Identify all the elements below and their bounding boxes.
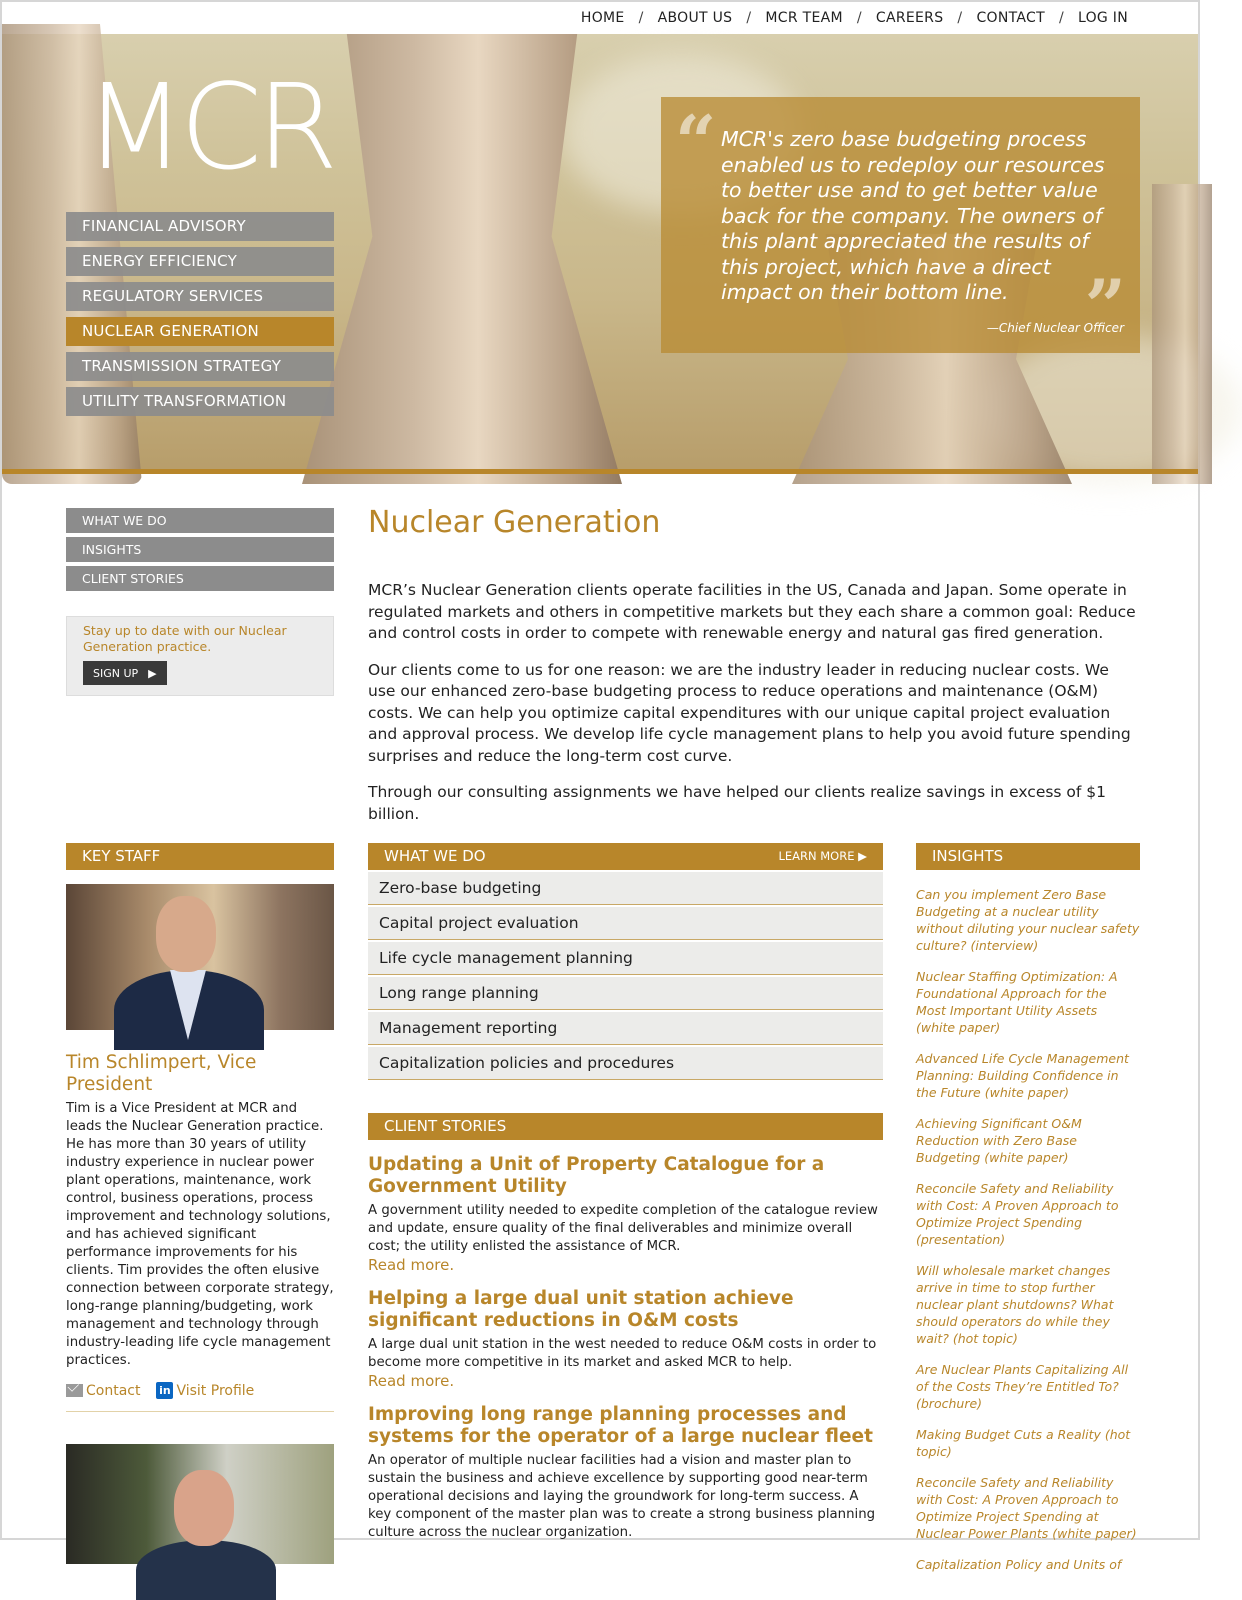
client-stories-section [368, 1113, 883, 1542]
visit-profile-link[interactable] [156, 1382, 254, 1399]
insight-link[interactable]: Will wholesale market changes arrive in time to stop further nuclear plant shutdowns? What should operators do while they wait? (hot topic) [916, 1263, 1114, 1346]
nav-separator: / [856, 10, 862, 26]
subnav-insights[interactable]: INSIGHTS [66, 537, 334, 562]
hero-banner [2, 34, 1198, 474]
practice-regulatory-services[interactable]: REGULATORY SERVICES [66, 282, 334, 311]
nav-mcr-team[interactable]: MCR TEAM [765, 10, 843, 26]
nav-separator: / [957, 10, 963, 26]
staff-name[interactable]: Tim Schlimpert, Vice President [66, 1052, 257, 1095]
staff-photo-head [156, 896, 216, 972]
cooling-tower-image [1152, 184, 1212, 484]
contact-link[interactable] [66, 1383, 140, 1399]
subnav-what-we-do[interactable]: WHAT WE DO [66, 508, 334, 533]
service-item[interactable]: Long range planning [368, 977, 883, 1011]
learn-more-label: LEARN MORE [778, 849, 855, 863]
service-item[interactable]: Capital project evaluation [368, 907, 883, 941]
insight-link[interactable]: Achieving Significant O&M Reduction with Zero Base Budgeting (white paper) [916, 1116, 1082, 1165]
play-arrow-icon: ▶ [148, 666, 157, 680]
envelope-icon [66, 1384, 83, 1397]
visit-profile-label: Visit Profile [176, 1382, 255, 1399]
intro-paragraph: Our clients come to us for one reason: we are the industry leader in reducing nuclear costs. We use our enhanced zero-base budgeting process to reduce operations and maintenance (O&M) costs. We can help you optimize capital expenditures with our unique capital project evaluation and approval process. We develop life cycle management plans to help you avoid future spending surprises and reduce the long-term cost curve. [368, 660, 1131, 765]
signup-button-label: SIGN UP [93, 666, 139, 680]
linkedin-icon: in [156, 1382, 173, 1399]
insight-link[interactable]: Reconcile Safety and Reliability with Cost: A Proven Approach to Optimize Project Spending at Nuclear Power Plants (white paper) [916, 1475, 1137, 1541]
what-we-do-section [368, 843, 883, 1080]
service-item[interactable]: Capitalization policies and procedures [368, 1047, 883, 1081]
read-more-link[interactable]: Read more. [368, 1372, 455, 1390]
quote-text: MCR's zero base budgeting process enabled us to redeploy our resources to better use and to get better value back for the company. The owners of this plant appreciated the results of this project, which have a direct impact on their bottom line. [721, 127, 1105, 304]
practice-energy-efficiency[interactable]: ENERGY EFFICIENCY [66, 247, 334, 276]
insights-header: INSIGHTS [916, 843, 1140, 870]
story-title[interactable]: Helping a large dual unit station achieve significant reductions in O&M costs [368, 1288, 794, 1331]
nav-separator: / [638, 10, 644, 26]
insight-link[interactable]: Can you implement Zero Base Budgeting at a nuclear utility without diluting your nuclear safety culture? (interview) [916, 887, 1140, 953]
nav-separator: / [1058, 10, 1064, 26]
insight-link[interactable]: Making Budget Cuts a Reality (hot topic) [916, 1427, 1131, 1459]
testimonial-quote [661, 97, 1140, 353]
open-quote-icon: “ [675, 99, 717, 184]
practice-nav [66, 212, 334, 422]
story-description: A government utility needed to expedite completion of the catalogue review and update, ensure quality of the final deliverables and minimize overall cost; the utility enlisted the assistance of MCR. [368, 1203, 878, 1254]
client-stories-header: CLIENT STORIES [368, 1113, 883, 1140]
staff-photo-2[interactable] [66, 1444, 334, 1564]
story-title[interactable]: Improving long range planning processes and systems for the operator of a large nuclear fleet [368, 1404, 873, 1447]
practice-nuclear-generation[interactable]: NUCLEAR GENERATION [66, 317, 334, 346]
insight-link[interactable]: Nuclear Staffing Optimization: A Foundational Approach for the Most Important Utility Assets (white paper) [916, 969, 1118, 1035]
contact-label: Contact [86, 1382, 141, 1399]
insight-link[interactable]: Capitalization Policy and Units of [916, 1557, 1122, 1572]
client-story [368, 1288, 883, 1390]
nav-about-us[interactable]: ABOUT US [657, 10, 733, 26]
insight-link[interactable]: Reconcile Safety and Reliability with Cost: A Proven Approach to Optimize Project Spending (presentation) [916, 1181, 1119, 1247]
subnav-client-stories[interactable]: CLIENT STORIES [66, 566, 334, 591]
nav-log-in[interactable]: LOG IN [1077, 10, 1128, 26]
client-story [368, 1154, 883, 1274]
insight-link[interactable]: Are Nuclear Plants Capitalizing All of the Costs They’re Entitled To? (brochure) [916, 1362, 1129, 1411]
read-more-link[interactable]: Read more. [368, 1256, 455, 1274]
staff-photo-head [174, 1470, 234, 1546]
intro-paragraph: MCR’s Nuclear Generation clients operate facilities in the US, Canada and Japan. Some operate in regulated markets and others in competitive markets but they each share a common goal: Reduce and control costs in order to compete with renewable energy and natural gas fired generation. [368, 581, 1136, 642]
client-story [368, 1404, 883, 1542]
page-title: Nuclear Generation [368, 505, 661, 540]
nav-careers[interactable]: CAREERS [875, 10, 944, 26]
signup-text: Stay up to date with our Nuclear Generation practice. [83, 623, 287, 654]
staff-photo-body [136, 1540, 276, 1600]
close-quote-icon: ” [1084, 263, 1126, 348]
signup-button[interactable] [83, 661, 167, 685]
quote-attribution: —Chief Nuclear Officer [986, 321, 1124, 335]
staff-photo[interactable] [66, 884, 334, 1030]
practice-transmission-strategy[interactable]: TRANSMISSION STRATEGY [66, 352, 334, 381]
nav-home[interactable]: HOME [580, 10, 625, 26]
insight-link[interactable]: Advanced Life Cycle Management Planning: Building Confidence in the Future (white paper) [916, 1051, 1129, 1100]
nav-separator: / [746, 10, 752, 26]
service-item[interactable]: Life cycle management planning [368, 942, 883, 976]
service-item[interactable]: Zero-base budgeting [368, 872, 883, 906]
practice-financial-advisory[interactable]: FINANCIAL ADVISORY [66, 212, 334, 241]
story-description: A large dual unit station in the west needed to reduce O&M costs in order to become more competitive in its market and asked MCR to help. [368, 1337, 877, 1370]
staff-bio: Tim is a Vice President at MCR and leads the Nuclear Generation practice. He has more than 30 years of utility industry experience in nuclear power plant operations, maintenance, work control, business operations, process improvement and technology solutions, and has achieved significant performance improvements for his clients. Tim provides the often elusive connection between corporate strategy, long-range planning/budgeting, work management and technology through industry-leading life cycle management practices. [66, 1101, 334, 1368]
what-we-do-title: WHAT WE DO [384, 847, 486, 865]
learn-more-link[interactable] [778, 843, 867, 870]
story-description: An operator of multiple nuclear facilities had a vision and master plan to sustain the business and achieve excellence by supporting good near-term operational decisions and laying the groundwork for long-term success. A key component of the master plan was to create a strong business planning culture across the nuclear organization. [368, 1453, 876, 1540]
story-title[interactable]: Updating a Unit of Property Catalogue for a Government Utility [368, 1154, 825, 1197]
key-staff-header: KEY STAFF [66, 843, 334, 870]
staff-contacts [66, 1382, 334, 1412]
signup-box [66, 616, 334, 696]
main-content [368, 505, 1140, 840]
section-nav [66, 508, 334, 595]
key-staff-section [66, 843, 334, 1564]
intro-paragraph: Through our consulting assignments we have helped our clients realize savings in excess of $1 billion. [368, 783, 1107, 823]
insights-section [916, 843, 1140, 1573]
top-nav [2, 2, 1198, 34]
nav-contact[interactable]: CONTACT [976, 10, 1045, 26]
play-arrow-icon: ▶ [858, 849, 867, 863]
mcr-logo[interactable]: MCR [84, 58, 333, 196]
service-item[interactable]: Management reporting [368, 1012, 883, 1046]
what-we-do-header [368, 843, 883, 870]
practice-utility-transformation[interactable]: UTILITY TRANSFORMATION [66, 387, 334, 416]
